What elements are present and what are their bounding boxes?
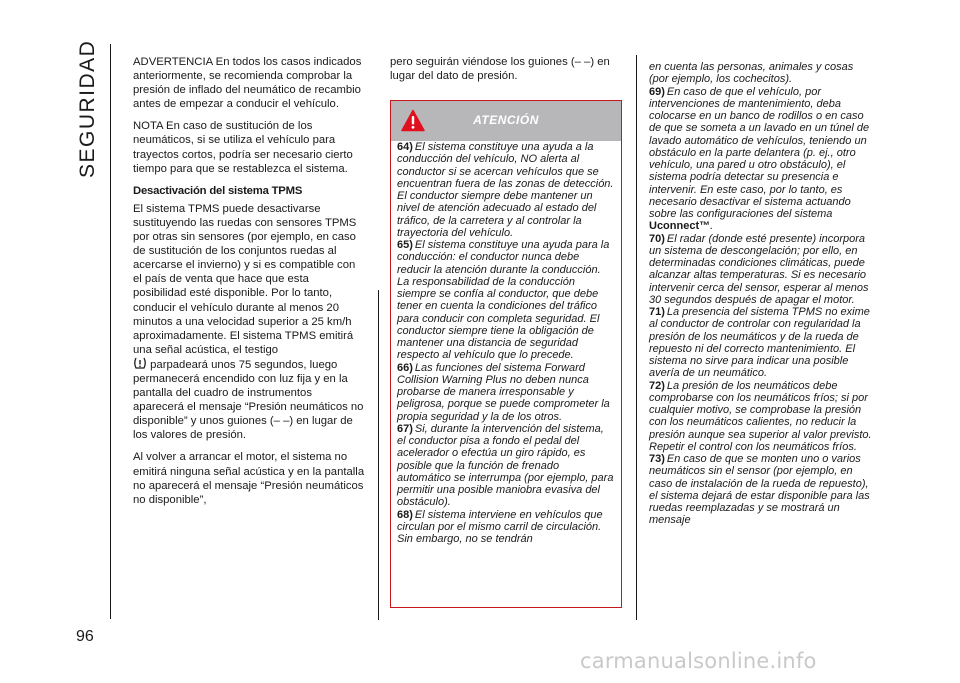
column-left bbox=[133, 55, 365, 515]
warning-item: 68) El sistema interviene en vehículos que circulan por el mismo carril de circulación. Sin embargo, no se tendrán bbox=[397, 508, 603, 545]
tpms-text-b: parpadeará unos 75 segundos, luego permanecerá encendido con luz fija y en la pantalla del cuadro de instrumentos aparecerá el mensaje “Presión neumáticos no disponible” y unos guiones (– –) en lugar de los valores de presión. bbox=[133, 358, 364, 442]
warning-item: 72) La presión de los neumáticos debe comprobarse con los neumáticos fríos; si por cualquier motivo, se comprobase la presión con los neumáticos calientes, no reducir la presión aunque sea superior al valor previsto. Repetir el control con los neumáticos fríos. bbox=[649, 379, 872, 453]
continuation-paragraph: pero seguirán viéndose los guiones (– –) en lugar del dato de presión. bbox=[390, 56, 610, 83]
page-number: 96 bbox=[76, 628, 94, 645]
uconnect-brand: Uconnect™ bbox=[649, 220, 711, 233]
section-divider bbox=[110, 44, 111, 619]
tpms-paragraph bbox=[133, 202, 365, 443]
watermark: carmanualsonline.info bbox=[580, 649, 817, 673]
warning-item: 65) El sistema constituye una ayuda para la conducción: el conductor nunca debe reducir la atención durante la conducción. La responsabilidad de la conducción siempre se confía al conductor, que debe tener en cuenta la condiciones del tráfico para conducir con completa seguridad. El conductor siempre tiene la obligación de mantener una distancia de seguridad respecto al vehículo que lo precede. bbox=[397, 239, 610, 362]
section-title: SEGURIDAD bbox=[76, 39, 99, 178]
tpms-text-a: El sistema TPMS puede desactivarse sustituyendo las ruedas con sensores TPMS por otras sin sensores (por ejemplo, en caso de sustitución de los conjuntos ruedas al acercarse el invierno) y si es compatible con el país de venta que hace que esta posibilidad esté disponible. Por lo tanto, conducir el vehículo durante al menos 20 minutos a una velocidad superior a 25 km/h aproximadamente. El sistema TPMS emitirá una señal acústica, el testigo bbox=[133, 202, 357, 356]
nota-paragraph: NOTA En caso de sustitución de los neumáticos, si se utiliza el vehículo para trayectos cortos, podría ser necesario cierto tiempo para que se restablezca el sistema. bbox=[133, 120, 353, 175]
warning-item: 67) Si, durante la intervención del sistema, el conductor pisa a fondo el pedal del acelerador o efectúa un giro rápido, es posible que la función de frenado automático se interrumpa (por ejemplo, para permitir una posible maniobra evasiva del obstáculo). bbox=[397, 422, 614, 509]
warning-box bbox=[390, 100, 622, 608]
warning-title: ATENCIÓN bbox=[473, 113, 539, 127]
warning-item: 66) Las funciones del sistema Forward Collision Warning Plus no deben nunca probarse de manera irresponsable y peligrosa, porque se puede comprometer la propia seguridad y la de los otros. bbox=[397, 361, 610, 423]
column-right bbox=[649, 61, 875, 527]
column-divider-right bbox=[636, 55, 637, 620]
warning-item: 71) La presencia del sistema TPMS no exime al conductor de controlar con regularidad la presión de los neumáticos y de la rueda de repuesto ni del correcto mantenimiento. El sistema no sirve para indicar una posible avería de un neumático. bbox=[649, 306, 870, 380]
advertencia-paragraph: ADVERTENCIA En todos los casos indicados anteriormente, se recomienda comprobar la presión de inflado del neumático de recambio antes de empezar a conducir el vehículo. bbox=[133, 56, 362, 111]
column-divider-left bbox=[378, 290, 379, 620]
restart-paragraph: Al volver a arrancar el motor, el sistema no emitirá ninguna señal acústica y en la pantalla no aparecerá el mensaje “Presión neumáticos no disponible”, bbox=[133, 451, 365, 506]
warning-body bbox=[391, 141, 621, 545]
warning-header bbox=[391, 101, 621, 141]
tire-pressure-warning-icon bbox=[133, 357, 147, 369]
warning-item: 64) El sistema constituye una ayuda a la conducción del vehículo, NO alerta al conductor si se acercan vehículos que se encuentran fuera de las zonas de detección. El conductor siempre debe mantener un nivel de atención adecuado al estado del tráfico, de la carretera y al controlar la trayectoria del vehículo. bbox=[397, 141, 614, 239]
warning-continuation: en cuenta las personas, animales y cosas (por ejemplo, los cochecitos). bbox=[649, 61, 854, 86]
tpms-heading: Desactivación del sistema TPMS bbox=[133, 184, 303, 197]
column-middle bbox=[390, 55, 625, 91]
warning-item: 73) En caso de que se monten uno o varios neumáticos sin el sensor (por ejemplo, en caso de instalación de la rueda de repuesto), el sistema dejará de estar disponible para las ruedas reemplazadas y se mostrará un mensaje bbox=[649, 453, 870, 527]
warning-item: 70) El radar (donde esté presente) incorpora un sistema de descongelación; por ello, en determinadas condiciones climáticas, puede alcanzar altas temperaturas. Si es necesario intervenir cerca del sensor, esperar al menos 30 segundos después de apagar el motor. bbox=[649, 232, 869, 306]
warning-item: 69) En caso de que el vehículo, por intervenciones de mantenimiento, deba colocarse en un banco de rodillos o en caso de que se someta a un lavado en un túnel de lavado automático de vehículos, teniendo un obstáculo en la parte delantera (p. ej., otro vehículo, una pared u otro obstáculo), el sistema podría detectar su presencia e intervenir. En este caso, por lo tanto, es necesario desactivar el sistema actuando sobre las configuraciones del sistema Uconnect™. bbox=[649, 85, 870, 233]
